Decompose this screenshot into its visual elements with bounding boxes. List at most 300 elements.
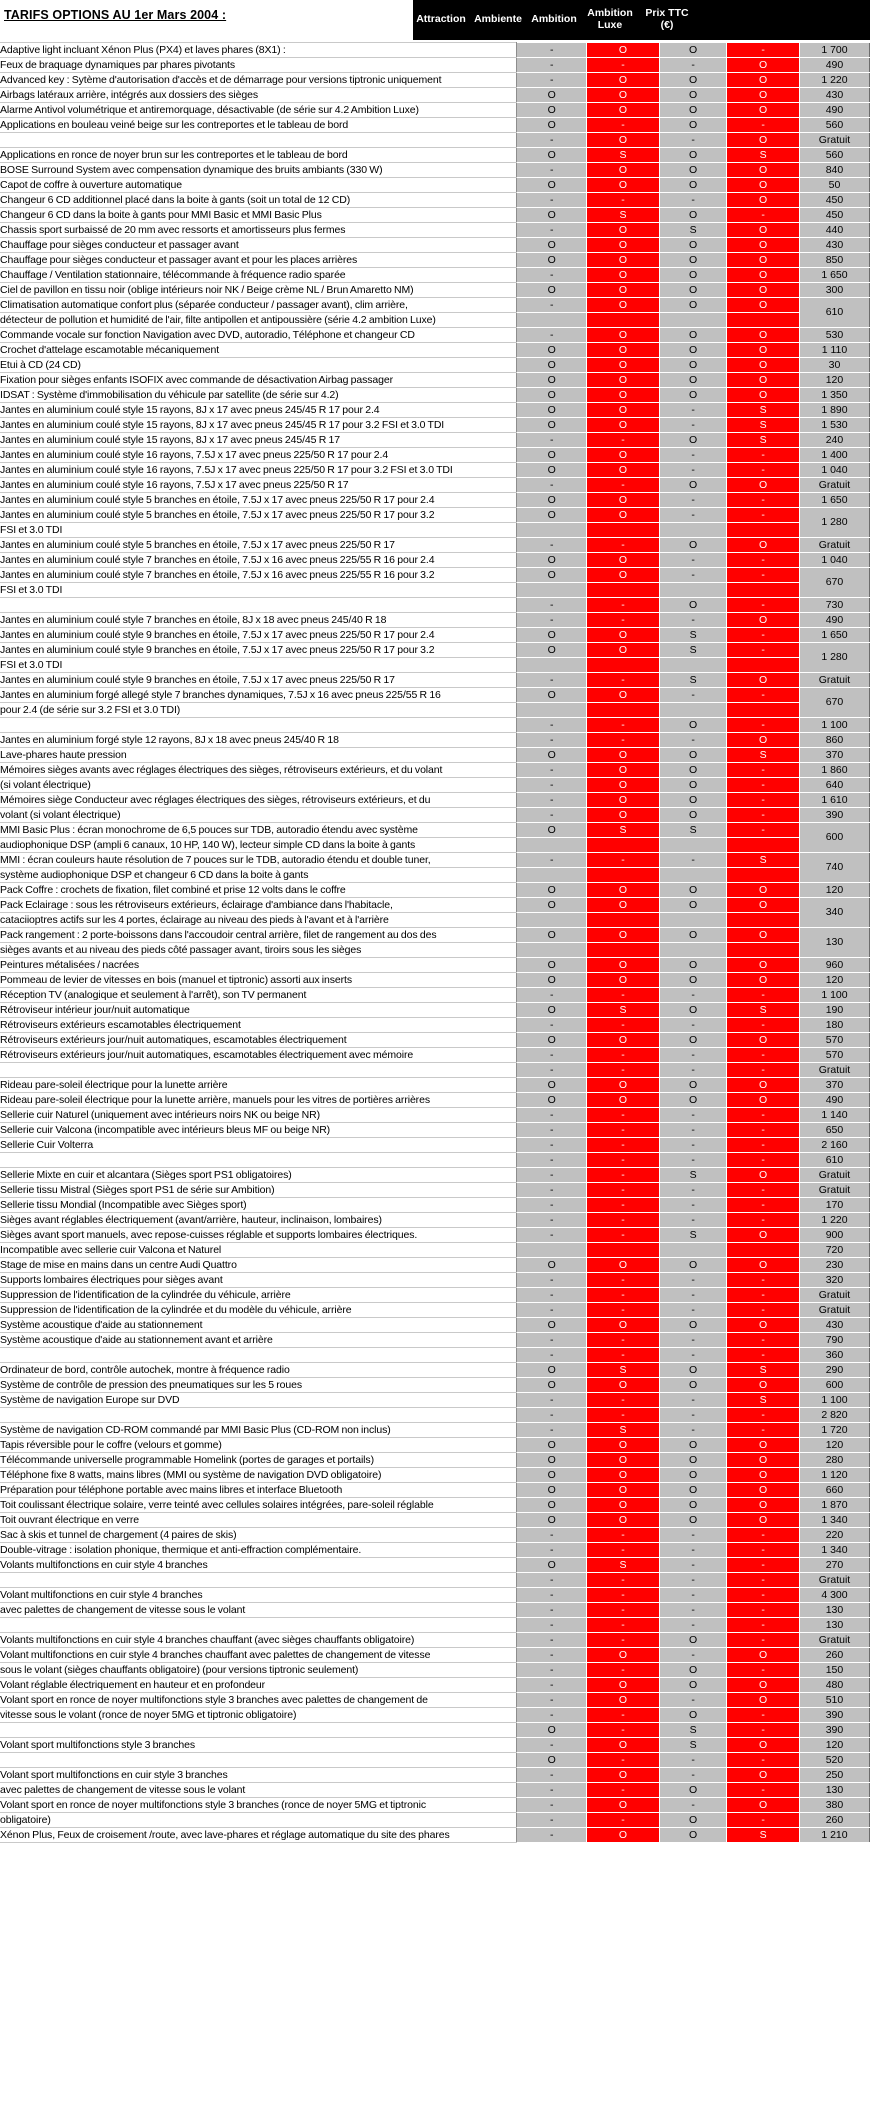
cell-ambition_luxe: O xyxy=(727,478,800,493)
table-row xyxy=(0,1798,870,1813)
cell-prix: 1 890 xyxy=(799,403,869,418)
cell-ambiente: - xyxy=(587,1813,660,1828)
table-row xyxy=(0,553,870,568)
cell-attraction xyxy=(517,838,587,853)
cell-prix: 1 220 xyxy=(799,1213,869,1228)
cell-attraction: O xyxy=(517,1438,587,1453)
cell-description: FSI et 3.0 TDI xyxy=(0,658,517,673)
cell-attraction: - xyxy=(517,193,587,208)
cell-ambiente: - xyxy=(587,1753,660,1768)
cell-description xyxy=(0,1408,517,1423)
table-row xyxy=(0,793,870,808)
cell-ambition_luxe: - xyxy=(727,1213,800,1228)
tarifs-table xyxy=(0,42,870,1843)
cell-ambiente: - xyxy=(587,1633,660,1648)
table-row xyxy=(0,418,870,433)
cell-ambition: - xyxy=(659,1588,727,1603)
table-row xyxy=(0,1648,870,1663)
cell-attraction: O xyxy=(517,1258,587,1273)
cell-attraction: O xyxy=(517,118,587,133)
cell-prix: 250 xyxy=(799,1768,869,1783)
cell-ambiente: O xyxy=(587,328,660,343)
cell-prix: 30 xyxy=(799,358,869,373)
cell-ambition_luxe: - xyxy=(727,778,800,793)
cell-ambition_luxe: O xyxy=(727,1453,800,1468)
cell-ambition: - xyxy=(659,493,727,508)
cell-ambiente: - xyxy=(587,1723,660,1738)
cell-ambiente: S xyxy=(587,1558,660,1573)
cell-prix: Gratuit xyxy=(799,1303,869,1318)
cell-attraction: - xyxy=(517,613,587,628)
cell-ambition_luxe: O xyxy=(727,1438,800,1453)
cell-ambition: O xyxy=(659,973,727,988)
cell-ambition_luxe: O xyxy=(727,133,800,148)
cell-ambition xyxy=(659,838,727,853)
cell-ambition: O xyxy=(659,1633,727,1648)
cell-prix: 1 340 xyxy=(799,1513,869,1528)
cell-ambition_luxe: O xyxy=(727,928,800,943)
table-row xyxy=(0,658,870,673)
cell-attraction: - xyxy=(517,1408,587,1423)
cell-ambiente: O xyxy=(587,163,660,178)
cell-ambition_luxe: - xyxy=(727,643,800,658)
cell-ambition_luxe xyxy=(727,523,800,538)
cell-prix: 490 xyxy=(799,103,869,118)
cell-ambition: - xyxy=(659,1393,727,1408)
cell-description: Changeur 6 CD additionnel placé dans la boite à gants (soit un total de 12 CD) xyxy=(0,193,517,208)
cell-ambition_luxe: - xyxy=(727,463,800,478)
cell-ambiente: O xyxy=(587,223,660,238)
table-row xyxy=(0,1393,870,1408)
cell-description xyxy=(0,1063,517,1078)
cell-ambiente: O xyxy=(587,1378,660,1393)
cell-ambition_luxe: S xyxy=(727,1003,800,1018)
cell-ambiente: O xyxy=(587,793,660,808)
table-row xyxy=(0,478,870,493)
table-row xyxy=(0,1768,870,1783)
cell-ambition: - xyxy=(659,1648,727,1663)
table-row xyxy=(0,583,870,598)
cell-ambition: O xyxy=(659,793,727,808)
cell-attraction: - xyxy=(517,1693,587,1708)
cell-attraction: O xyxy=(517,508,587,523)
cell-prix: 260 xyxy=(799,1813,869,1828)
table-row xyxy=(0,118,870,133)
cell-description: Volant réglable électriquement en hauteur et en profondeur xyxy=(0,1678,517,1693)
table-row xyxy=(0,1813,870,1828)
cell-description: Pack Eclairage : sous les rétroviseurs extérieurs, éclairage d'ambiance dans l'habitacle, xyxy=(0,898,517,913)
cell-ambition: O xyxy=(659,238,727,253)
cell-ambition: O xyxy=(659,178,727,193)
cell-ambition_luxe: - xyxy=(727,1528,800,1543)
cell-ambition_luxe: O xyxy=(727,1318,800,1333)
cell-ambition: - xyxy=(659,1303,727,1318)
table-row xyxy=(0,1198,870,1213)
table-row xyxy=(0,1483,870,1498)
cell-prix: 1 720 xyxy=(799,1423,869,1438)
cell-ambiente: - xyxy=(587,1618,660,1633)
cell-prix: 1 040 xyxy=(799,553,869,568)
cell-prix: 2 160 xyxy=(799,1138,869,1153)
cell-attraction: - xyxy=(517,1573,587,1588)
cell-ambition_luxe: - xyxy=(727,1348,800,1363)
cell-description: Système acoustique d'aide au stationnement xyxy=(0,1318,517,1333)
cell-description: (si volant électrique) xyxy=(0,778,517,793)
cell-description: Jantes en aluminium coulé style 5 branches en étoile, 7.5J x 17 avec pneus 225/50 R 17 pour 2.4 xyxy=(0,493,517,508)
cell-ambiente: O xyxy=(587,1693,660,1708)
cell-description: Sellerie tissu Mondial (Incompatible avec Sièges sport) xyxy=(0,1198,517,1213)
cell-ambition_luxe: - xyxy=(727,448,800,463)
cell-attraction: - xyxy=(517,1738,587,1753)
cell-ambition: O xyxy=(659,598,727,613)
cell-ambition_luxe: O xyxy=(727,1798,800,1813)
cell-ambiente: - xyxy=(587,1708,660,1723)
cell-ambiente: - xyxy=(587,1168,660,1183)
cell-attraction: - xyxy=(517,1393,587,1408)
cell-attraction: - xyxy=(517,1543,587,1558)
cell-ambition: O xyxy=(659,538,727,553)
table-row xyxy=(0,1588,870,1603)
cell-description: Adaptive light incluant Xénon Plus (PX4) et laves phares (8X1) : xyxy=(0,43,517,58)
cell-ambition: - xyxy=(659,613,727,628)
cell-attraction: - xyxy=(517,1063,587,1078)
cell-prix: 670 xyxy=(799,568,869,598)
cell-description: Rétroviseurs extérieurs jour/nuit automatiques, escamotables électriquement xyxy=(0,1033,517,1048)
cell-ambition_luxe: O xyxy=(727,1648,800,1663)
cell-ambiente: - xyxy=(587,598,660,613)
cell-prix: Gratuit xyxy=(799,1183,869,1198)
cell-ambition_luxe: O xyxy=(727,163,800,178)
cell-description: Climatisation automatique confort plus (séparée conducteur / passager avant), clim arrière, xyxy=(0,298,517,313)
cell-attraction: - xyxy=(517,1528,587,1543)
cell-ambition: O xyxy=(659,118,727,133)
cell-ambiente: - xyxy=(587,1213,660,1228)
table-row xyxy=(0,1423,870,1438)
cell-attraction: O xyxy=(517,958,587,973)
cell-ambition_luxe xyxy=(727,658,800,673)
cell-ambiente: O xyxy=(587,1738,660,1753)
cell-prix: 360 xyxy=(799,1348,869,1363)
cell-ambiente: - xyxy=(587,1528,660,1543)
cell-ambiente xyxy=(587,313,660,328)
cell-description: Commande vocale sur fonction Navigation avec DVD, autoradio, Téléphone et changeur CD xyxy=(0,328,517,343)
cell-ambition_luxe: - xyxy=(727,493,800,508)
table-row xyxy=(0,193,870,208)
cell-prix: 1 400 xyxy=(799,448,869,463)
cell-description: Volant sport en ronce de noyer multifonctions style 3 branches (ronce de noyer 5MG et tiptronic xyxy=(0,1798,517,1813)
table-row xyxy=(0,1543,870,1558)
cell-description xyxy=(0,598,517,613)
cell-ambiente xyxy=(587,703,660,718)
cell-description: Rétroviseurs extérieurs escamotables électriquement xyxy=(0,1018,517,1033)
cell-ambiente: - xyxy=(587,718,660,733)
cell-ambition_luxe: O xyxy=(727,898,800,913)
cell-ambiente: O xyxy=(587,508,660,523)
cell-attraction xyxy=(517,1243,587,1258)
cell-ambition_luxe: - xyxy=(727,763,800,778)
cell-attraction: - xyxy=(517,1138,587,1153)
cell-attraction: - xyxy=(517,718,587,733)
cell-attraction: O xyxy=(517,1003,587,1018)
cell-prix: 130 xyxy=(799,1618,869,1633)
table-row xyxy=(0,1513,870,1528)
cell-attraction: O xyxy=(517,748,587,763)
cell-ambition: - xyxy=(659,1618,727,1633)
cell-ambition: O xyxy=(659,358,727,373)
cell-ambition: O xyxy=(659,1378,727,1393)
table-row xyxy=(0,823,870,838)
cell-ambiente: O xyxy=(587,1768,660,1783)
cell-attraction: O xyxy=(517,628,587,643)
cell-description: Jantes en aluminium coulé style 5 branches en étoile, 7.5J x 17 avec pneus 225/50 R 17 pour 3.2 xyxy=(0,508,517,523)
cell-attraction: - xyxy=(517,598,587,613)
cell-ambition: - xyxy=(659,403,727,418)
cell-ambiente: O xyxy=(587,178,660,193)
cell-prix: 490 xyxy=(799,58,869,73)
cell-prix: 790 xyxy=(799,1333,869,1348)
table-row xyxy=(0,913,870,928)
cell-attraction xyxy=(517,943,587,958)
cell-attraction: - xyxy=(517,73,587,88)
cell-ambiente: - xyxy=(587,478,660,493)
cell-ambition: S xyxy=(659,643,727,658)
cell-attraction: O xyxy=(517,883,587,898)
cell-ambition_luxe: O xyxy=(727,1498,800,1513)
cell-attraction: O xyxy=(517,88,587,103)
cell-ambition: - xyxy=(659,1528,727,1543)
table-row xyxy=(0,568,870,583)
cell-description: Sièges avant sport manuels, avec repose-cuisses réglable et supports lombaires électriques. xyxy=(0,1228,517,1243)
column-header-attraction: Attraction xyxy=(416,13,466,26)
cell-prix: Gratuit xyxy=(799,673,869,688)
cell-ambiente: O xyxy=(587,268,660,283)
cell-ambition_luxe: O xyxy=(727,223,800,238)
cell-ambition_luxe: O xyxy=(727,298,800,313)
cell-ambition_luxe: - xyxy=(727,1198,800,1213)
cell-ambiente: O xyxy=(587,1483,660,1498)
cell-ambiente: - xyxy=(587,1228,660,1243)
table-row xyxy=(0,1348,870,1363)
cell-ambiente: S xyxy=(587,208,660,223)
cell-attraction: O xyxy=(517,1453,587,1468)
cell-ambition: O xyxy=(659,1483,727,1498)
cell-ambition_luxe: - xyxy=(727,1138,800,1153)
cell-ambition_luxe: - xyxy=(727,1663,800,1678)
cell-ambition: - xyxy=(659,508,727,523)
cell-ambiente: O xyxy=(587,343,660,358)
cell-ambiente: - xyxy=(587,1663,660,1678)
table-row xyxy=(0,718,870,733)
table-row xyxy=(0,1618,870,1633)
cell-prix: Gratuit xyxy=(799,1168,869,1183)
cell-description: Ciel de pavillon en tissu noir (oblige intérieurs noir NK / Beige crème NL / Brun Amaretto NM) xyxy=(0,283,517,298)
cell-attraction: - xyxy=(517,433,587,448)
cell-attraction: - xyxy=(517,1303,587,1318)
cell-description: Jantes en aluminium coulé style 7 branches en étoile, 7.5J x 16 avec pneus 225/55 R 16 pour 3.2 xyxy=(0,568,517,583)
cell-prix: 1 650 xyxy=(799,493,869,508)
cell-ambiente: - xyxy=(587,673,660,688)
cell-prix: 730 xyxy=(799,598,869,613)
cell-ambition_luxe: S xyxy=(727,418,800,433)
cell-attraction: - xyxy=(517,1603,587,1618)
cell-ambition: O xyxy=(659,283,727,298)
cell-prix: 600 xyxy=(799,1378,869,1393)
cell-prix: 390 xyxy=(799,1708,869,1723)
cell-attraction: O xyxy=(517,688,587,703)
cell-attraction: O xyxy=(517,1753,587,1768)
cell-ambiente: O xyxy=(587,43,660,58)
cell-prix: 720 xyxy=(799,1243,869,1258)
cell-ambiente: O xyxy=(587,283,660,298)
cell-attraction: O xyxy=(517,238,587,253)
cell-ambition_luxe xyxy=(727,868,800,883)
cell-description: détecteur de pollution et humidité de l'air, filte antipollen et antipoussière (série 4.2 ambition Luxe) xyxy=(0,313,517,328)
table-row xyxy=(0,1378,870,1393)
table-row xyxy=(0,1468,870,1483)
cell-ambition: O xyxy=(659,328,727,343)
cell-ambiente: O xyxy=(587,1498,660,1513)
cell-attraction: - xyxy=(517,1648,587,1663)
cell-attraction: O xyxy=(517,1498,587,1513)
cell-ambiente: S xyxy=(587,1003,660,1018)
table-row xyxy=(0,733,870,748)
table-row xyxy=(0,388,870,403)
cell-ambition_luxe: - xyxy=(727,793,800,808)
cell-ambition_luxe: O xyxy=(727,103,800,118)
cell-prix: Gratuit xyxy=(799,1288,869,1303)
cell-ambition: S xyxy=(659,823,727,838)
cell-description: Système acoustique d'aide au stationnement avant et arrière xyxy=(0,1333,517,1348)
cell-ambition: - xyxy=(659,448,727,463)
cell-attraction: - xyxy=(517,1168,587,1183)
cell-description: Chauffage pour sièges conducteur et passager avant et pour les places arrières xyxy=(0,253,517,268)
cell-prix: 120 xyxy=(799,373,869,388)
cell-attraction: O xyxy=(517,463,587,478)
cell-prix: 1 870 xyxy=(799,1498,869,1513)
cell-ambition_luxe: - xyxy=(727,1183,800,1198)
cell-attraction xyxy=(517,523,587,538)
cell-ambition xyxy=(659,913,727,928)
cell-ambiente: O xyxy=(587,1468,660,1483)
cell-attraction: O xyxy=(517,928,587,943)
cell-ambition: O xyxy=(659,1078,727,1093)
table-row xyxy=(0,628,870,643)
cell-ambiente: O xyxy=(587,688,660,703)
table-row xyxy=(0,493,870,508)
table-row xyxy=(0,508,870,523)
cell-ambiente: - xyxy=(587,118,660,133)
cell-ambition_luxe: O xyxy=(727,253,800,268)
cell-ambition xyxy=(659,943,727,958)
cell-ambiente: O xyxy=(587,1648,660,1663)
cell-attraction: O xyxy=(517,568,587,583)
table-row xyxy=(0,433,870,448)
cell-description: BOSE Surround System avec compensation dynamique des bruits ambiants (330 W) xyxy=(0,163,517,178)
cell-attraction: - xyxy=(517,673,587,688)
cell-prix: 370 xyxy=(799,748,869,763)
cell-description: Jantes en aluminium coulé style 9 branches en étoile, 7.5J x 17 avec pneus 225/50 R 17 pour 3.2 xyxy=(0,643,517,658)
table-row xyxy=(0,538,870,553)
cell-description: sièges avants et au niveau des pieds côté passager avant, tiroirs sous les sièges xyxy=(0,943,517,958)
cell-description xyxy=(0,1753,517,1768)
cell-description: Pack Coffre : crochets de fixation, filet combiné et prise 12 volts dans le coffre xyxy=(0,883,517,898)
cell-attraction: - xyxy=(517,1768,587,1783)
cell-attraction: - xyxy=(517,1678,587,1693)
table-row xyxy=(0,238,870,253)
cell-prix: 1 220 xyxy=(799,73,869,88)
table-row xyxy=(0,1018,870,1033)
table-row xyxy=(0,943,870,958)
table-row xyxy=(0,1753,870,1768)
cell-ambition: O xyxy=(659,718,727,733)
cell-attraction: O xyxy=(517,1363,587,1378)
cell-prix: 170 xyxy=(799,1198,869,1213)
cell-description: Volant multifonctions en cuir style 4 branches chauffant avec palettes de changement de vitesse xyxy=(0,1648,517,1663)
cell-ambition_luxe: O xyxy=(727,613,800,628)
cell-ambition_luxe: O xyxy=(727,1078,800,1093)
cell-prix: 570 xyxy=(799,1048,869,1063)
cell-ambiente: O xyxy=(587,1093,660,1108)
table-row xyxy=(0,1363,870,1378)
table-row xyxy=(0,1498,870,1513)
cell-ambiente: O xyxy=(587,553,660,568)
cell-ambition: - xyxy=(659,1213,727,1228)
cell-ambition: O xyxy=(659,778,727,793)
cell-ambition xyxy=(659,658,727,673)
cell-ambition_luxe: - xyxy=(727,1048,800,1063)
cell-ambition_luxe: - xyxy=(727,1063,800,1078)
cell-prix: 1 340 xyxy=(799,1543,869,1558)
table-row xyxy=(0,1288,870,1303)
cell-prix: 860 xyxy=(799,733,869,748)
table-row xyxy=(0,1738,870,1753)
cell-description: Supports lombaires électriques pour sièges avant xyxy=(0,1273,517,1288)
cell-ambition: O xyxy=(659,1003,727,1018)
cell-ambition_luxe: O xyxy=(727,973,800,988)
table-row xyxy=(0,163,870,178)
cell-ambiente: O xyxy=(587,1033,660,1048)
column-header-ambiente: Ambiente xyxy=(474,13,522,26)
cell-description: Jantes en aluminium coulé style 15 rayons, 8J x 17 avec pneus 245/45 R 17 pour 3.2 FSI et 3.0 TDI xyxy=(0,418,517,433)
cell-ambition_luxe: O xyxy=(727,373,800,388)
cell-ambition_luxe: - xyxy=(727,1333,800,1348)
cell-ambition: O xyxy=(659,433,727,448)
cell-ambition: O xyxy=(659,1033,727,1048)
cell-ambiente: - xyxy=(587,1588,660,1603)
cell-ambition: O xyxy=(659,1828,727,1843)
cell-ambition_luxe: - xyxy=(727,688,800,703)
cell-prix: Gratuit xyxy=(799,1633,869,1648)
cell-ambiente: - xyxy=(587,58,660,73)
cell-ambition_luxe: - xyxy=(727,1573,800,1588)
cell-attraction: O xyxy=(517,1078,587,1093)
cell-description xyxy=(0,133,517,148)
cell-attraction: - xyxy=(517,268,587,283)
cell-attraction xyxy=(517,658,587,673)
table-row xyxy=(0,838,870,853)
cell-ambiente: O xyxy=(587,103,660,118)
cell-ambition: - xyxy=(659,1558,727,1573)
cell-ambiente: O xyxy=(587,373,660,388)
cell-attraction: - xyxy=(517,328,587,343)
cell-ambition_luxe: - xyxy=(727,1108,800,1123)
cell-description xyxy=(0,1723,517,1738)
cell-ambiente: O xyxy=(587,898,660,913)
cell-ambition_luxe: O xyxy=(727,1738,800,1753)
cell-ambiente: - xyxy=(587,193,660,208)
table-row xyxy=(0,673,870,688)
cell-ambition_luxe: O xyxy=(727,238,800,253)
